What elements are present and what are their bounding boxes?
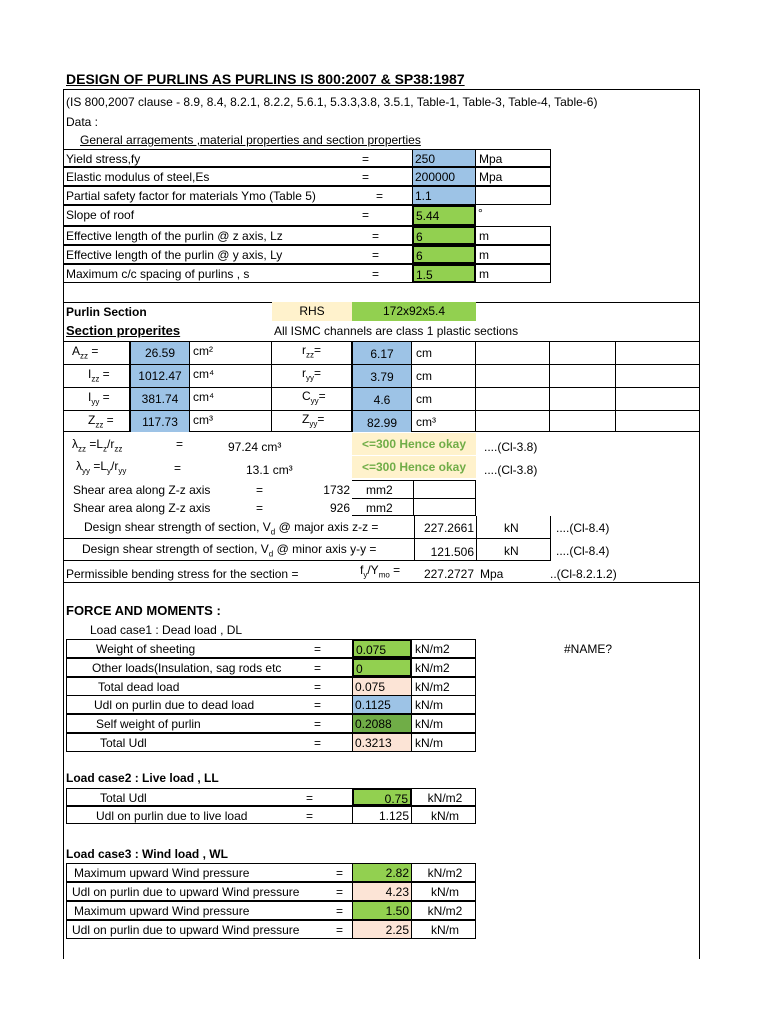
lambda-zz-label: $\lambda_{zz} =L_z/r_{zz}$ (72, 437, 123, 454)
grid-cell (550, 341, 616, 364)
eq-sign: = (362, 170, 370, 184)
load-value[interactable]: 0 (352, 658, 412, 677)
purlin-size[interactable]: 172x92x5.4 (352, 302, 476, 321)
lc1-heading: Load case1 : Dead load , DL (90, 623, 243, 637)
load-label: Total dead load (98, 680, 180, 694)
eq-sign: = (336, 923, 344, 937)
eq-sign: = (306, 809, 314, 823)
eq-sign: = (256, 483, 264, 497)
lambda-yy-label: $\lambda_{yy} =L_y/r_{yy}$ (76, 459, 127, 476)
grid-cell (414, 498, 476, 516)
prop-value-input[interactable]: 1.5 (412, 264, 476, 283)
section-prop-value: 6.17 (352, 341, 412, 364)
shear-strength-major-label: Design shear strength of section, $V_d$ @ major axis z-z = (84, 520, 379, 537)
section-prop-value: 381.74 (130, 387, 190, 410)
section-prop-value: 4.6 (352, 387, 412, 410)
eq-sign: = (314, 661, 322, 675)
load-label: Self weight of purlin (96, 717, 201, 731)
prop-value-input[interactable]: 6 (412, 226, 476, 245)
load-unit: kN/m2 (412, 658, 476, 677)
shear-strength-minor-label: Design shear strength of section, $V_d$ @ minor axis y-y = (82, 542, 377, 559)
frame-right (699, 89, 700, 959)
degree-icon: ° (478, 206, 483, 220)
prop-label: Effective length of the purlin @ y axis, Ly (66, 248, 283, 262)
grid-cell (550, 410, 616, 432)
section-prop-unit: cm (416, 369, 432, 383)
force-heading: FORCE AND MOMENTS : (66, 603, 221, 618)
prop-unit: m (476, 245, 551, 264)
prop-unit: Mpa (476, 167, 551, 186)
shear-strength-minor-value: 121.506 (430, 545, 474, 559)
prop-label: Elastic modulus of steel,Es (66, 170, 210, 184)
grid-cell (476, 364, 550, 387)
eq-sign: = (314, 642, 322, 656)
grid-line (412, 149, 413, 283)
section-prop-unit: cm⁴ (193, 367, 215, 381)
prop-value-input[interactable]: 1.1 (412, 186, 476, 205)
eq-sign: = (314, 736, 322, 750)
eq-sign: = (256, 501, 264, 515)
bending-ratio: $f_y/Y_{mo}$ = (360, 563, 401, 580)
load-label: Udl on purlin due to upward Wind pressure (72, 885, 300, 899)
load-unit: kN/m (412, 920, 476, 939)
prop-value-input[interactable]: 5.44 (412, 205, 476, 226)
load-label: Total Udl (100, 736, 147, 750)
section-props-heading: Section properites (66, 323, 181, 338)
bending-label: Permissible bending stress for the section = (66, 567, 299, 581)
section-prop-unit: cm³ (416, 415, 436, 429)
shear-area-label: Shear area along Z-z axis (73, 483, 211, 497)
section-prop-unit: cm (416, 346, 432, 360)
shear-strength-minor-clause: ....(Cl-8.4) (556, 544, 610, 558)
section-prop-label: $I_{yy}$ = (88, 390, 110, 407)
bending-clause: ..(Cl-8.2.1.2) (550, 567, 617, 581)
prop-unit (476, 186, 551, 205)
eq-sign: = (336, 866, 344, 880)
grid-cell (550, 364, 616, 387)
section-prop-unit: cm (416, 392, 432, 406)
load-value[interactable]: 1.50 (352, 901, 412, 920)
section-prop-unit: cm⁴ (193, 390, 215, 404)
load-label: Total Udl (100, 791, 147, 805)
load-value[interactable]: 0.075 (352, 639, 412, 658)
grid-line (476, 516, 477, 561)
clauses-text: (IS 800,2007 clause - 8.9, 8.4, 8.2.1, 8.2.2, 5.6.1, 5.3.3,3.8, 3.5.1, Table-1, Table-3, Table-4, Table-6) (66, 95, 598, 109)
load-value[interactable]: 0.3213 (352, 733, 412, 752)
shear-strength-minor-unit: kN (504, 544, 519, 558)
shear-strength-major-value: 227.2661 (423, 521, 474, 535)
prop-label: Partial safety factor for materials Ymo (Table 5) (66, 189, 316, 203)
grid-cell (616, 387, 700, 410)
lambda-zz-clause: ....(Cl-3.8) (484, 440, 538, 454)
lambda-zz-check: <=300 Hence okay (352, 433, 476, 455)
lambda-yy-value: 13.1 cm³ (246, 463, 293, 477)
load-value[interactable]: 4.23 (352, 882, 412, 901)
grid-cell (352, 480, 414, 498)
load-label: Maximum upward Wind pressure (74, 866, 250, 880)
eq-sign: = (314, 717, 322, 731)
section-prop-label: $A_{zz}$ = (72, 344, 99, 361)
data-label: Data : (66, 115, 99, 129)
eq-sign: = (176, 437, 184, 451)
eq-sign: = (314, 680, 322, 694)
section-prop-label: $C_{yy}=$ (302, 389, 326, 406)
section-prop-label: $r_{yy}=$ (302, 366, 322, 383)
shear-area-value: 926 (329, 501, 350, 515)
bending-value: 227.2727 (423, 567, 474, 581)
name-error: #NAME? (564, 642, 613, 656)
grid-cell (616, 410, 700, 432)
load-unit: kN/m2 (412, 677, 476, 696)
load-label: Udl on purlin due to dead load (94, 698, 255, 712)
eq-sign: = (372, 229, 380, 243)
load-value[interactable]: 0.75 (352, 788, 412, 806)
bending-unit: Mpa (480, 567, 504, 581)
load-unit: kN/m (412, 882, 476, 901)
eq-sign: = (362, 152, 370, 166)
section-prop-value: 82.99 (352, 410, 412, 432)
shear-strength-major-clause: ....(Cl-8.4) (556, 521, 610, 535)
eq-sign: = (362, 208, 370, 222)
load-value[interactable]: 2.82 (352, 863, 412, 882)
shear-area-unit: mm2 (366, 483, 393, 497)
load-value[interactable]: 1.125 (352, 806, 412, 824)
grid-cell (476, 410, 550, 432)
eq-sign: = (306, 791, 314, 805)
grid-cell (550, 387, 616, 410)
eq-sign: = (336, 904, 344, 918)
section-prop-value: 1012.47 (130, 364, 190, 387)
eq-sign: = (376, 189, 384, 203)
page-title: DESIGN OF PURLINS AS PURLINS IS 800:2007 & SP38:1987 (66, 71, 465, 87)
section-prop-value: 3.79 (352, 364, 412, 387)
load-unit: kN/m2 (412, 788, 476, 806)
prop-unit: m (476, 264, 551, 283)
prop-value-input[interactable]: 6 (412, 245, 476, 264)
frame-top (63, 89, 700, 90)
shear-area-unit: mm2 (366, 501, 393, 515)
lambda-yy-check: <=300 Hence okay (352, 456, 476, 478)
grid-cell (414, 480, 476, 498)
grid-cell (476, 341, 550, 364)
load-value[interactable]: 0.2088 (352, 714, 412, 733)
section-prop-label: $Z_{zz}$ = (88, 413, 114, 430)
prop-label: Maximum c/c spacing of purlins , s (66, 267, 250, 281)
section-prop-value: 26.59 (130, 341, 190, 364)
eq-sign: = (314, 698, 322, 712)
load-value[interactable]: 0.1125 (352, 695, 412, 714)
load-unit: kN/m (412, 695, 476, 714)
shear-strength-major-unit: kN (504, 521, 519, 535)
section-prop-label: $Z_{yy}=$ (302, 412, 325, 429)
load-unit: kN/m (412, 733, 476, 752)
eq-sign: = (336, 885, 344, 899)
shear-area-value: 1732 (323, 483, 350, 497)
grid-cell (352, 498, 414, 516)
lambda-yy-clause: ....(Cl-3.8) (484, 463, 538, 477)
load-unit: kN/m (412, 714, 476, 733)
section-prop-unit: cm² (193, 344, 213, 358)
load-unit: kN/m2 (412, 639, 476, 658)
load-unit: kN/m (412, 806, 476, 824)
prop-label: Yield stress,fy (66, 152, 141, 166)
eq-sign: = (372, 248, 380, 262)
purlin-section-label: Purlin Section (66, 305, 147, 319)
prop-unit: Mpa (476, 149, 551, 167)
prop-value-input[interactable]: 200000 (412, 167, 476, 186)
lambda-zz-value: 97.24 cm³ (228, 440, 282, 454)
prop-value-input[interactable]: 250 (412, 149, 476, 167)
section-prop-value: 117.73 (130, 410, 190, 432)
load-label: Udl on purlin due to live load (96, 809, 248, 823)
prop-label: Slope of roof (66, 208, 135, 222)
load-unit: kN/m2 (412, 863, 476, 882)
prop-unit: m (476, 226, 551, 245)
grid-cell (476, 387, 550, 410)
lc2-heading: Load case2 : Live load , LL (66, 771, 219, 785)
lc3-heading: Load case3 : Wind load , WL (66, 847, 228, 861)
section-note: All ISMC channels are class 1 plastic sections (274, 324, 519, 338)
general-heading: General arragements ,material properties and section properties (80, 133, 421, 147)
load-label: Maximum upward Wind pressure (74, 904, 250, 918)
prop-label: Effective length of the purlin @ z axis, Lz (66, 229, 283, 243)
load-label: Udl on purlin due to upward Wind pressure (72, 923, 300, 937)
eq-sign: = (372, 267, 380, 281)
grid-cell (616, 341, 700, 364)
purlin-type[interactable]: RHS (272, 302, 352, 321)
load-label: Other loads(Insulation, sag rods etc (92, 661, 282, 675)
eq-sign: = (174, 461, 182, 475)
load-value[interactable]: 2.25 (352, 920, 412, 939)
load-unit: kN/m2 (412, 901, 476, 920)
grid-cell (616, 364, 700, 387)
load-label: Weight of sheeting (96, 642, 196, 656)
section-prop-label: $I_{zz}$ = (88, 367, 110, 384)
section-prop-unit: cm³ (193, 413, 213, 427)
divider-2 (63, 582, 700, 583)
load-value[interactable]: 0.075 (352, 677, 412, 696)
shear-area-label: Shear area along Z-z axis (73, 501, 211, 515)
section-prop-label: $r_{zz}=$ (302, 343, 322, 360)
